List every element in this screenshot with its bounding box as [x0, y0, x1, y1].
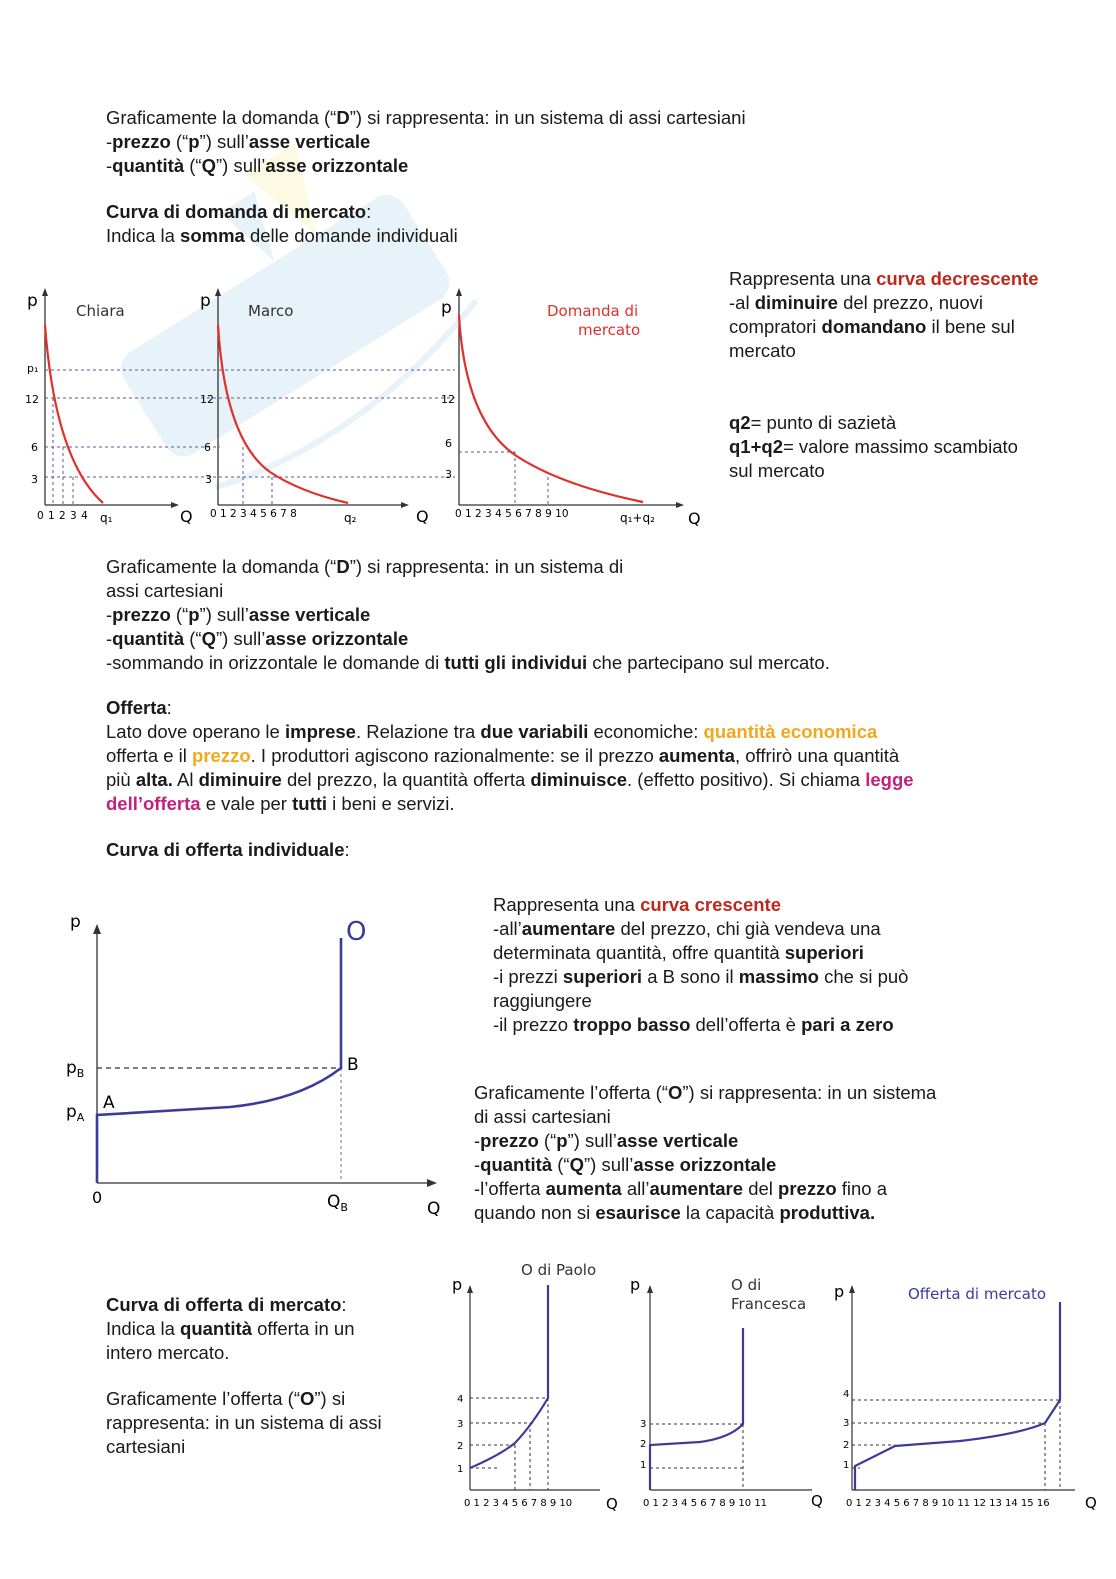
offerta-heading: Offerta:: [106, 697, 172, 718]
chart3-demand-curve: [459, 315, 643, 502]
curva-offerta-heading: Curva di offerta individuale:: [106, 839, 350, 860]
chart2-ytick-3: 3: [205, 473, 212, 486]
chart1-xend: q₁: [100, 511, 113, 525]
section1-line2: -prezzo (“p”) sull’asse verticale: [106, 131, 371, 152]
chart1-ytick-3: 3: [31, 473, 38, 486]
mchart1-title: O di Paolo: [521, 1261, 597, 1279]
chart2-title: Marco: [248, 302, 294, 320]
mchart3-ytick-4: 4: [843, 1389, 850, 1400]
mchart3-xticks: 0 1 2 3 4 5 6 7 8 9 10 11 12 13 14 15 16: [846, 1498, 1050, 1509]
supply-pb-label: $p_B$: [66, 1058, 85, 1080]
supply-point-b: B: [347, 1055, 359, 1075]
market-chart-total: [834, 1282, 1097, 1512]
section1-text: [106, 106, 866, 248]
chart1-ytick-12: 12: [25, 393, 39, 406]
chart2-ylabel: p: [200, 291, 211, 311]
supply-point-a: A: [103, 1093, 115, 1113]
chart3-ylabel: p: [441, 298, 452, 318]
mchart2-curve: [650, 1328, 743, 1490]
section1-line3: -quantità (“Q”) sull’asse orizzontale: [106, 155, 409, 176]
mchart3-ytick-2: 2: [843, 1440, 850, 1451]
chart2-demand-curve: [218, 325, 348, 503]
section1-heading: Curva di domanda di mercato:: [106, 201, 372, 222]
chart3-xend: q₁+q₂: [620, 511, 655, 525]
mchart3-ylabel: p: [834, 1282, 845, 1301]
mchart3-xlabel: Q: [1085, 1494, 1097, 1512]
chart2-xticks: 0 1 2 3 4 5 6 7 8: [210, 508, 297, 520]
mchart2-ytick-1: 1: [640, 1460, 647, 1471]
mchart1-xticks: 0 1 2 3 4 5 6 7 8 9 10: [464, 1498, 573, 1509]
mchart1-xlabel: Q: [606, 1495, 618, 1513]
mchart1-ytick-1: 1: [457, 1464, 464, 1475]
chart3-ytick-6: 6: [445, 437, 452, 450]
mchart2-xticks: 0 1 2 3 4 5 6 7 8 9 10 11: [643, 1498, 768, 1509]
supply-curve: [97, 938, 341, 1183]
mchart1-ylabel: p: [452, 1275, 463, 1294]
market-chart-francesca: [630, 1275, 823, 1510]
mchart2-xlabel: Q: [811, 1492, 823, 1510]
mchart2-ylabel: p: [630, 1275, 641, 1294]
chart1-xlabel: Q: [180, 507, 193, 526]
mchart1-ytick-2: 2: [457, 1441, 464, 1452]
mchart3-title: Offerta di mercato: [908, 1285, 1047, 1303]
mchart2-ytick-2: 2: [640, 1439, 647, 1450]
supply-ylabel: p: [70, 912, 81, 932]
mchart3-ytick-1: 1: [843, 1460, 850, 1471]
demand-chart-marco: [200, 288, 429, 526]
chart3-ytick-3: 3: [445, 468, 452, 481]
mchart1-ytick-3: 3: [457, 1419, 464, 1430]
chart2-ytick-6: 6: [204, 441, 211, 454]
supply-qb-label: $Q_B$: [327, 1192, 348, 1214]
mchart2-ytick-3: 3: [640, 1419, 647, 1430]
mchart2-title-l1: O di: [731, 1276, 762, 1294]
demand-chart-chiara: [25, 288, 455, 526]
supply-curve-label: O: [346, 917, 367, 947]
chart3-title-l1: Domanda di: [547, 302, 639, 320]
supply-origin: 0: [92, 1188, 103, 1207]
section1-line4: Indica la somma delle domande individuali: [106, 225, 458, 246]
chart1-demand-curve: [45, 325, 103, 503]
chart3-ytick-12: 12: [441, 393, 455, 406]
supply-pa-label: $p_A$: [66, 1102, 85, 1124]
mchart2-title-l2: Francesca: [731, 1295, 807, 1313]
mchart3-ytick-3: 3: [843, 1418, 850, 1429]
chart1-ytick-6: 6: [31, 441, 38, 454]
offerta-text: Offerta: Lato dove operano le imprese. Relazione tra due variabili economiche: quantità economica offerta e il prezzo. I produttori agiscono razionalmente: se il prezzo aumenta, offrirò una quantità più alta. Al diminuire del prezzo, la quantità offerta diminuisce. (effetto positivo). Si chiama legge dell’offerta e vale per tutti i beni e servizi. Curva di offerta individuale:: [106, 696, 1026, 862]
market-chart-paolo: [452, 1261, 618, 1513]
market-supply-text: Curva di offerta di mercato: Indica la quantità offerta in un intero mercato. Graficamente l’offerta (“O”) si rappresenta: in un sistema di assi cartesiani: [106, 1293, 436, 1459]
chart1-title: Chiara: [76, 302, 125, 320]
mchart1-curve: [470, 1285, 548, 1468]
supply-xlabel: Q: [427, 1199, 441, 1219]
chart3-xlabel: Q: [688, 509, 701, 528]
chart3-xticks: 0 1 2 3 4 5 6 7 8 9 10: [455, 508, 569, 520]
chart1-xticks: 0 1 2 3 4: [37, 510, 89, 522]
chart2-xlabel: Q: [416, 507, 429, 526]
market-supply-heading: Curva di offerta di mercato:: [106, 1294, 347, 1315]
chart1-ytick-p1: p₁: [27, 362, 39, 375]
demand-note: Rappresenta una curva decrescente -al diminuire del prezzo, nuovi compratori domandano il bene sul mercato q2= punto di sazietà q1+q2= valore massimo scambiato sul mercato: [729, 268, 1039, 481]
mchart1-ytick-4: 4: [457, 1394, 464, 1405]
supply-graph-note: Graficamente l’offerta (“O”) si rappresenta: in un sistema di assi cartesiani -prezzo (“p”) sull’asse verticale -quantità (“Q”) sull’asse orizzontale -l’offerta aumenta all’aumentare del prezzo fino a quando non si esaurisce la capacità produttiva.: [474, 1082, 937, 1223]
chart1-ylabel: p: [27, 291, 38, 311]
chart3-title-l2: mercato: [578, 321, 641, 339]
demand-chart-market: [441, 288, 701, 528]
section2-text: Graficamente la domanda (“D”) si rappresenta: in un sistema di assi cartesiani -prezzo (“p”) sull’asse verticale -quantità (“Q”) sull’asse orizzontale -sommando in orizzontale le domande di tutti gli individui che partecipano sul mercato.: [106, 556, 830, 673]
mchart3-curve: [855, 1302, 1060, 1490]
section1-line1: Graficamente la domanda (“D”) si rappresenta: in un sistema di assi cartesiani: [106, 107, 746, 128]
chart2-xend: q₂: [344, 511, 357, 525]
supply-note: Rappresenta una curva crescente -all’aumentare del prezzo, chi già vendeva una determinata quantità, offre quantità superiori -i prezzi superiori a B sono il massimo che si può raggiungere -il prezzo troppo basso dell’offerta è pari a zero: [493, 894, 909, 1035]
chart2-ytick-12: 12: [200, 393, 214, 406]
